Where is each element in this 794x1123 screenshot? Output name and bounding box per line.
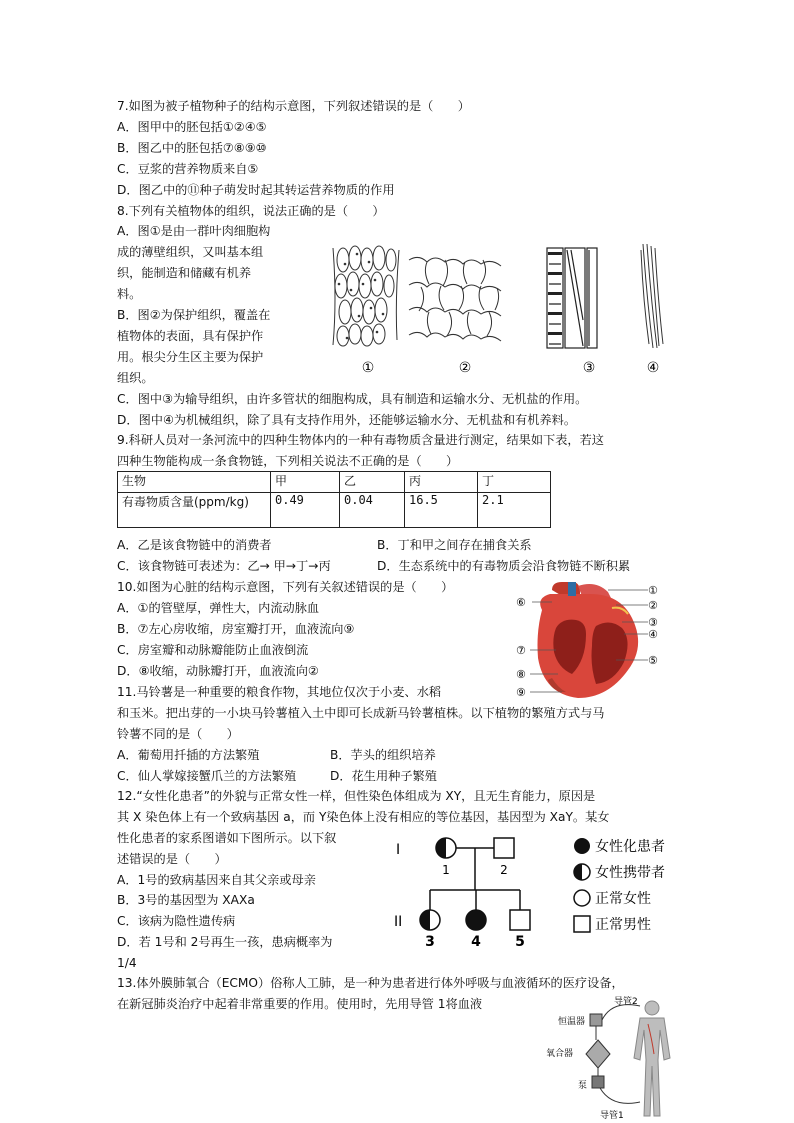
individual-number-1: 1 [442,863,450,877]
q12-stem-line1: 12.“女性化患者”的外貌与正常女性一样，但性染色体组成为 XY，且无生育能力，原因是 [117,789,596,803]
legend-normal-male-icon [574,916,590,932]
q11-option-d: D．花生用种子繁殖 [330,769,437,783]
ecmo-oxygenator-icon [586,1040,610,1068]
individual-3-carrier-female [420,910,440,930]
heart-label-2: ② [648,599,658,612]
q11-option-b: B．芋头的组织培养 [330,748,436,762]
ecmo-pump-icon [592,1076,604,1088]
q8-option-a-line3: 织，能制造和储藏有机养 [117,266,252,280]
legend-normal-female-icon [574,890,590,906]
q12-option-d-line2: 1/4 [117,956,137,970]
q8-option-b-line2: 植物体的表面，具有保护作 [117,329,264,343]
tissue-4-drawing [641,244,663,348]
legend-affected-icon [574,838,590,854]
ecmo-figure [540,990,700,1123]
individual-1-carrier-female [436,838,456,858]
table-cell: 有毒物质含量(ppm/kg) [118,493,271,528]
table-cell: 0.49 [271,493,340,528]
q8-stem: 8.下列有关植物体的组织，说法正确的是（ ） [117,204,385,218]
individual-number-5: 5 [515,934,525,948]
heart-label-3: ③ [648,616,658,629]
human-body-drawing [634,1001,670,1116]
tissue-label-4: ④ [646,360,660,376]
heart-figure [512,580,692,700]
q10-option-d: D．⑧收缩，动脉瓣打开，血液流向② [117,664,319,678]
ecmo-pump-label: 泵 [578,1081,588,1091]
table-cell: 丁 [478,472,551,493]
q13-stem-line1: 13.体外膜肺氧合（ECMO）俗称人工肺，是一种为患者进行体外呼吸与血液循环的医疗设备， [117,976,624,990]
individual-number-3: 3 [425,934,435,948]
q8-option-a-line4: 料。 [117,287,142,301]
q12-stem-line4: 述错误的是（ ） [117,852,227,866]
q12-option-c: C．该病为隐性遗传病 [117,914,236,928]
q7-option-d: D．图乙中的⑪种子萌发时起其转运营养物质的作用 [117,183,395,197]
tissue-2-drawing [409,257,501,341]
heart-label-8: ⑧ [516,668,526,681]
table-cell: 乙 [340,472,405,493]
ecmo-tube2-label: 导管2 [614,997,638,1007]
heart-label-4: ④ [648,628,658,641]
table-row [118,472,551,493]
ecmo-warmer-icon [590,1014,602,1026]
q10-option-a: A．①的管壁厚，弹性大，内流动脉血 [117,601,320,615]
table-row [118,493,551,528]
q10-option-c: C．房室瓣和动脉瓣能防止血液倒流 [117,643,309,657]
tissue-label-2: ② [458,360,472,376]
q11-option-a: A．葡萄用扦插的方法繁殖 [117,748,260,762]
table-cell: 0.04 [340,493,405,528]
heart-label-9: ⑨ [516,686,526,699]
legend-normal-male-label: 正常男性 [595,917,651,933]
q7-option-b: B．图乙中的胚包括⑦⑧⑨⑩ [117,141,267,155]
legend-carrier-label: 女性携带者 [595,865,665,881]
q8-option-c: C．图中③为输导组织，由许多管状的细胞构成，具有制造和运输水分、无机盐的作用。 [117,392,588,406]
legend-affected-label: 女性化患者 [595,839,665,855]
table-cell: 生物 [118,472,271,493]
q8-option-b-line3: 用。根尖分生区主要为保护 [117,350,264,364]
q9-stem-line2: 四种生物能构成一条食物链，下列相关说法不正确的是（ ） [117,454,459,468]
q8-option-b-line4: 组织。 [117,371,154,385]
toxin-table [117,471,551,528]
q7-option-c: C．豆浆的营养物质来自⑤ [117,162,259,176]
legend-normal-female-label: 正常女性 [595,891,651,907]
tissue-label-1: ① [361,360,375,376]
tissue-1-drawing [333,246,399,346]
heart-label-5: ⑤ [648,654,658,667]
heart-label-1: ① [648,584,658,597]
q10-stem: 10.如图为心脏的结构示意图，下列有关叙述错误的是（ ） [117,580,454,594]
q9-option-b: B．丁和甲之间存在捕食关系 [377,538,532,552]
ecmo-tube1-label: 导管1 [600,1111,624,1121]
q7-option-a: A．图甲中的胚包括①②④⑤ [117,120,267,134]
q9-option-d: D．生态系统中的有毒物质会沿食物链不断积累 [377,559,631,573]
q10-option-b: B．⑦左心房收缩，房室瓣打开，血液流向⑨ [117,622,355,636]
individual-5-normal-male [510,910,530,930]
q12-option-d-line1: D．若 1号和 2号再生一孩，患病概率为 [117,935,333,949]
q8-option-a-line1: A．图①是由一群叶肉细胞构 [117,224,271,238]
individual-number-2: 2 [500,863,508,877]
q11-stem-line1: 11.马铃薯是一种重要的粮食作物，其地位仅次于小麦、水稻 [117,685,442,699]
heart-label-7: ⑦ [516,644,526,657]
q7-stem: 7.如图为被子植物种子的结构示意图，下列叙述错误的是（ ） [117,99,470,113]
plant-tissue-figure [325,240,675,380]
q12-stem-line3: 性化患者的家系图谱如下图所示。以下叙 [117,831,337,845]
table-cell: 甲 [271,472,340,493]
heart-label-6: ⑥ [516,596,526,609]
q13-stem-line2: 在新冠肺炎治疗中起着非常重要的作用。使用时，先用导管 1将血液 [117,997,483,1011]
heart-drawing [538,582,639,698]
q9-option-a: A．乙是该食物链中的消费者 [117,538,272,552]
table-cell: 16.5 [405,493,478,528]
q12-stem-line2: 其 X 染色体上有一个致病基因 a，而 Y染色体上没有相应的等位基因，基因型为 XaY。某女 [117,810,610,824]
generation-label-1: I [396,842,401,858]
q11-stem-line2: 和玉米。把出芽的一小块马铃薯植入土中即可长成新马铃薯植株。以下植物的繁殖方式与马 [117,706,605,720]
tissue-label-3: ③ [582,360,596,376]
table-cell: 丙 [405,472,478,493]
q8-option-b-line1: B．图②为保护组织，覆盖在 [117,308,271,322]
q11-stem-line3: 铃薯不同的是（ ） [117,727,239,741]
q8-option-d: D．图中④为机械组织，除了具有支持作用外，还能够运输水分、无机盐和有机养料。 [117,413,577,427]
table-cell: 2.1 [478,493,551,528]
q8-option-a-line2: 成的薄壁组织，又叫基本组 [117,245,264,259]
individual-2-normal-male [494,838,514,858]
ecmo-oxygenator-label: 氧合器 [546,1049,574,1059]
q11-option-c: C．仙人掌嫁接蟹爪兰的方法繁殖 [117,769,297,783]
ecmo-warmer-label: 恒温器 [558,1017,586,1027]
legend-carrier-icon [574,864,590,880]
individual-number-4: 4 [471,934,481,948]
q12-option-b: B．3号的基因型为 XAXa [117,893,255,907]
pedigree-figure [390,832,690,948]
q12-option-a: A．1号的致病基因来自其父亲或母亲 [117,873,316,887]
generation-label-2: II [394,914,403,930]
q9-stem-line1: 9.科研人员对一条河流中的四种生物体内的一种有毒物质含量进行测定，结果如下表，若这 [117,433,604,447]
q9-option-c: C．该食物链可表述为：乙→ 甲→丁→丙 [117,559,331,573]
individual-4-affected [466,910,486,930]
